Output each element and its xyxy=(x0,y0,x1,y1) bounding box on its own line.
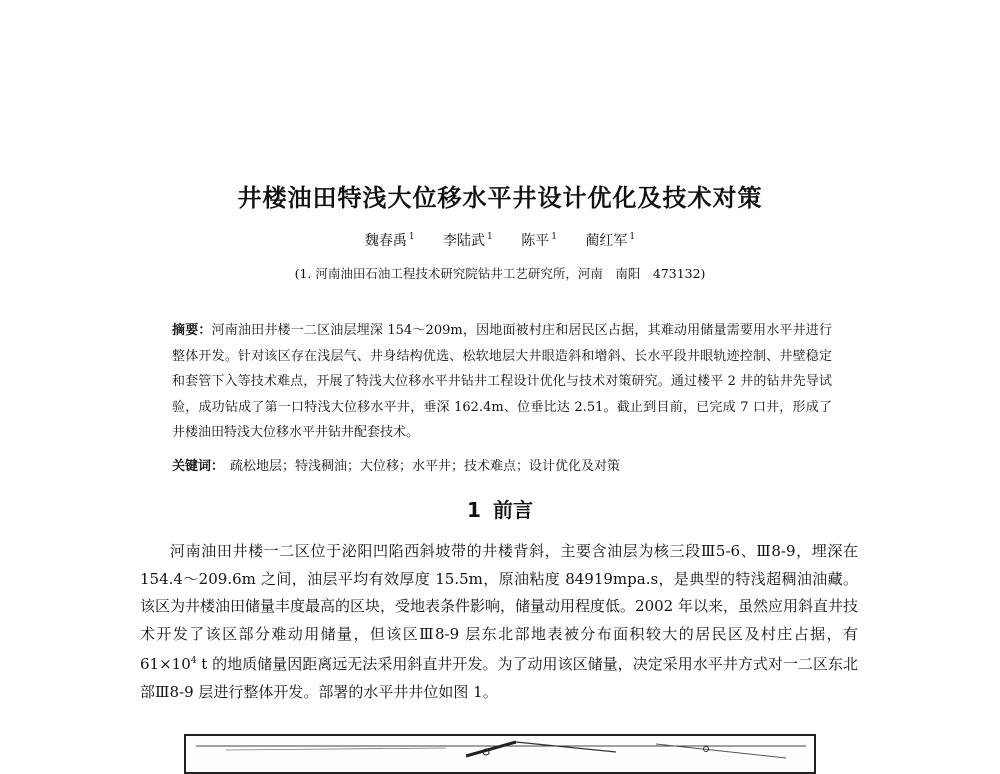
author-name: 李陆武 xyxy=(443,233,486,249)
affiliation: (1. 河南油田石油工程技术研究院钻井工艺研究所，河南 南阳 473132) xyxy=(294,266,706,281)
author-list xyxy=(0,230,1000,250)
section-heading xyxy=(0,494,1000,523)
affiliation-mark: 1 xyxy=(629,232,636,243)
figure-1-frame xyxy=(184,734,816,774)
author-name: 陈平 xyxy=(521,233,550,249)
affiliation-mark: 1 xyxy=(408,232,415,243)
paper-title: 井楼油田特浅大位移水平井设计优化及技术对策 xyxy=(237,184,763,212)
section-title: 前言 xyxy=(492,498,533,522)
figure-1-map-fragment xyxy=(186,736,816,774)
keywords-label: 关键词： xyxy=(172,459,225,474)
author xyxy=(365,230,415,250)
author xyxy=(585,230,635,250)
section-number: 1 xyxy=(467,498,481,522)
map-well-path xyxy=(516,742,616,752)
author xyxy=(443,230,493,250)
keywords xyxy=(172,456,832,478)
author-name: 蔺红军 xyxy=(585,233,628,249)
body-text-part-2: t 的地质储量因距离远无法采用斜直井开发。为了动用该区储量，决定采用水平井方式对一二区东北部Ⅲ8-9 层进行整体开发。部署的水平井井位如图 1。 xyxy=(140,655,858,701)
abstract-label: 摘要： xyxy=(172,323,212,338)
body-superscript: 4 xyxy=(190,656,197,666)
abstract xyxy=(172,318,832,446)
body-paragraph xyxy=(140,538,858,706)
map-well-path xyxy=(466,742,516,756)
map-contour-line xyxy=(226,748,446,750)
author-name: 魏春禹 xyxy=(364,233,407,249)
abstract-text: 河南油田井楼一二区油层埋深 154～209m，因地面被村庄和居民区占据，其难动用储量需要用水平井进行整体开发。针对该区存在浅层气、井身结构优选、松软地层大井眼造斜和增斜、长水平段井眼轨迹控制、井壁稳定和套管下入等技术难点，开展了特浅大位移水平井钻井工程设计优化与技术对策研究。通过楼平 2 井的钻井先导试验，成功钻成了第一口特浅大位移水平井，垂深 162.4m、位垂比达 2.51。截止到目前，已完成 7 口井，形成了井楼油田特浅大位移水平井钻井配套技术。 xyxy=(172,323,832,440)
keywords-text: 疏松地层；特浅稠油；大位移；水平井；技术难点；设计优化及对策 xyxy=(230,459,621,474)
body-text-part-1: 河南油田井楼一二区位于泌阳凹陷西斜坡带的井楼背斜，主要含油层为核三段Ⅲ5-6、Ⅲ8-9，埋深在 154.4～209.6m 之间，油层平均有效厚度 15.5m，原油粘度 84919mpa.s，是典型的特浅超稠油油藏。该区为井楼油田储量丰度最高的区块，受地表条件影响，储量动用程度低。2002 年以来，虽然应用斜直井技术开发了该区部分难动用储量，但该区Ⅲ8-9 层东北部地表被分布面积较大的居民区及村庄占据，有 61×10 xyxy=(140,542,858,673)
affiliation-mark: 1 xyxy=(487,232,493,243)
author xyxy=(521,230,557,250)
affiliation-mark: 1 xyxy=(551,232,557,243)
